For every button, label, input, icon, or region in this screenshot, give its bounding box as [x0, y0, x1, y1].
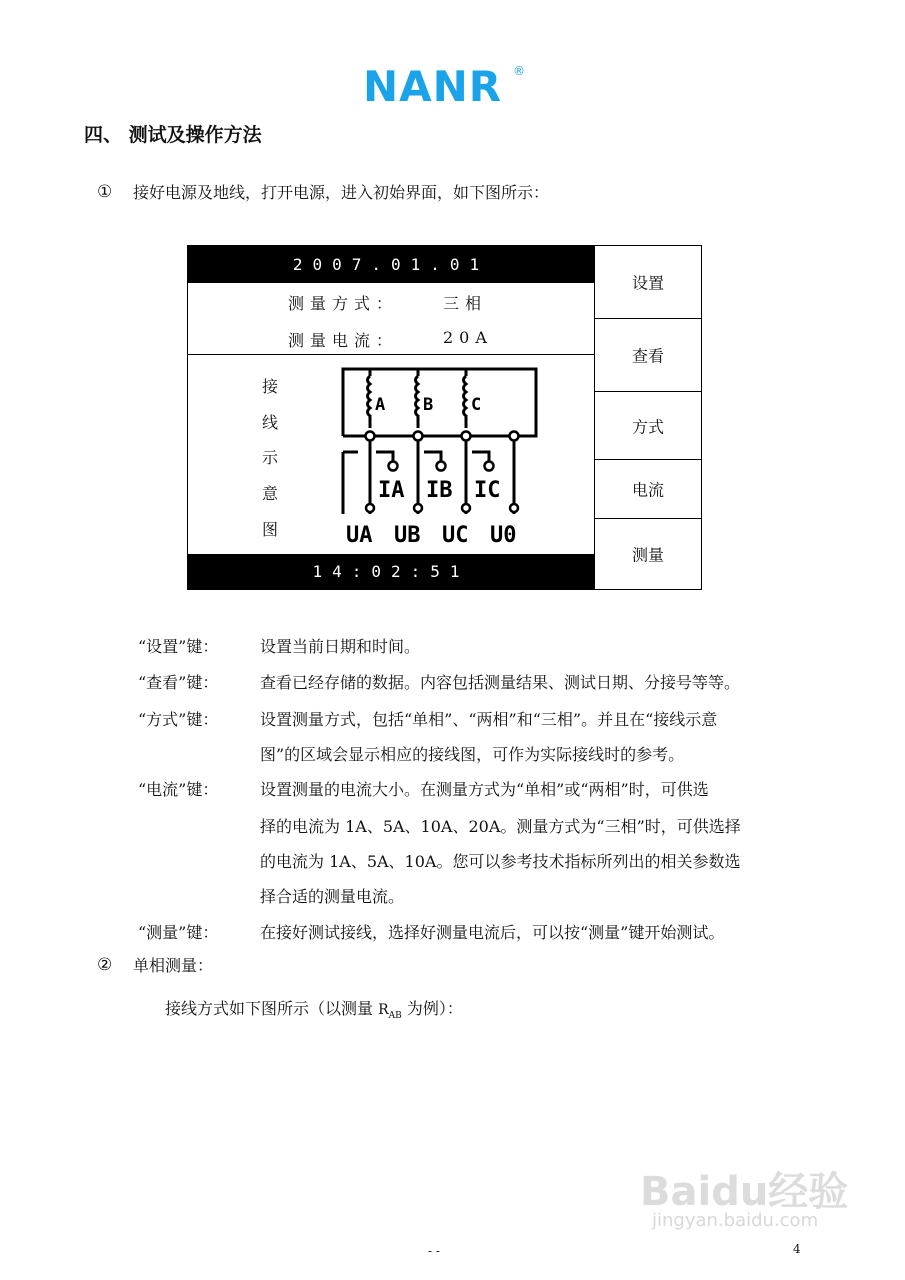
- screen-date-bar: 2007.01.01: [188, 246, 594, 283]
- desc-suffix: 为例）：: [401, 999, 463, 1018]
- footer-dash: - -: [428, 1244, 440, 1258]
- key-desc-text: 设置当前日期和时间。: [260, 637, 421, 656]
- key-desc-text: 查看已经存储的数据。内容包括测量结果、测试日期、分接号等等。: [260, 673, 741, 692]
- key-measure-label: 测量: [631, 545, 664, 565]
- coil-a: [368, 376, 371, 428]
- current-terminal-a: IA: [378, 478, 405, 503]
- voltage-terminal-0: U0: [490, 523, 517, 548]
- wiring-label-char: 意: [262, 484, 279, 503]
- key-desc-label: “测量”键：: [138, 923, 219, 942]
- mode-label: 测量方式：: [288, 294, 399, 313]
- key-desc-text: 的电流为 1A、5A、10A。您可以参考技术指标所列出的相关参数选: [260, 852, 741, 871]
- step-2-number: ②: [97, 955, 113, 975]
- brand-logo: NANR: [363, 62, 503, 111]
- current-terminal-b: IB: [426, 478, 453, 503]
- step-1-text: 接好电源及地线，打开电源，进入初始界面，如下图所示：: [133, 183, 550, 202]
- key-desc-text: 择合适的测量电流。: [260, 887, 405, 906]
- key-settings[interactable]: [595, 246, 701, 319]
- mode-value: 三相: [443, 294, 488, 313]
- key-current[interactable]: [595, 460, 701, 519]
- key-desc-text: 设置测量方式，包括“单相”、“两相”和“三相”。并且在“接线示意: [260, 710, 718, 729]
- key-view[interactable]: [595, 319, 701, 392]
- voltage-terminal-a: UA: [346, 523, 373, 548]
- key-desc-label: “方式”键：: [138, 710, 219, 729]
- voltage-terminal-c: UC: [442, 523, 469, 548]
- wiring-label-char: 示: [262, 448, 279, 467]
- key-current-label: 电流: [631, 480, 664, 500]
- key-desc-label: “电流”键：: [138, 780, 219, 799]
- key-measure[interactable]: [595, 519, 701, 589]
- key-desc-label: “设置”键：: [138, 637, 219, 656]
- key-desc-text: 在接好测试接线，选择好测量电流后，可以按“测量”键开始测试。: [260, 923, 725, 942]
- desc-prefix: 接线方式如下图所示（以测量: [165, 999, 379, 1018]
- device-screen-diagram: [187, 245, 702, 590]
- registered-mark: ®: [513, 64, 525, 78]
- side-key-panel: [595, 246, 701, 589]
- key-mode[interactable]: [595, 392, 701, 460]
- current-value: 20A: [443, 328, 493, 347]
- key-mode-label: 方式: [631, 417, 664, 436]
- section-title: 四、 测试及操作方法: [84, 124, 262, 146]
- screen-divider: [188, 354, 594, 355]
- wiring-diagram: [338, 364, 538, 548]
- phase-c-label: C: [471, 395, 482, 415]
- wiring-label-char: 接: [262, 377, 279, 396]
- key-desc-text: 择的电流为 1A、5A、10A、20A。测量方式为“三相”时，可供选择: [260, 817, 741, 836]
- current-terminal-c: IC: [474, 478, 501, 503]
- screen-time-bar: 14:02:51: [188, 554, 594, 589]
- page-number: 4: [793, 1242, 801, 1256]
- screen-display-area: [188, 246, 595, 589]
- resistance-subscript: AB: [388, 1011, 402, 1022]
- watermark-logo: Baidu经验: [640, 1169, 849, 1215]
- watermark-url: jingyan.baidu.com: [652, 1210, 819, 1231]
- voltage-terminal-b: UB: [394, 523, 421, 548]
- key-view-label: 查看: [631, 346, 664, 366]
- step-1-number: ①: [97, 182, 113, 202]
- coil-b: [416, 376, 419, 428]
- key-settings-label: 设置: [631, 273, 664, 293]
- wiring-label-char: 线: [262, 413, 279, 432]
- wiring-label-char: 图: [262, 520, 279, 539]
- step-2-text: 单相测量：: [133, 956, 214, 975]
- key-desc-text: 设置测量的电流大小。在测量方式为“单相”或“两相”时，可供选: [260, 780, 709, 799]
- key-desc-text: 图”的区域会显示相应的接线图，可作为实际接线时的参考。: [260, 745, 685, 764]
- step-2-description: [165, 999, 463, 1026]
- key-desc-label: “查看”键：: [138, 673, 219, 692]
- phase-a-label: A: [375, 395, 386, 415]
- phase-b-label: B: [423, 395, 434, 415]
- resistance-symbol: R: [378, 1002, 389, 1018]
- current-label: 测量电流：: [288, 331, 399, 350]
